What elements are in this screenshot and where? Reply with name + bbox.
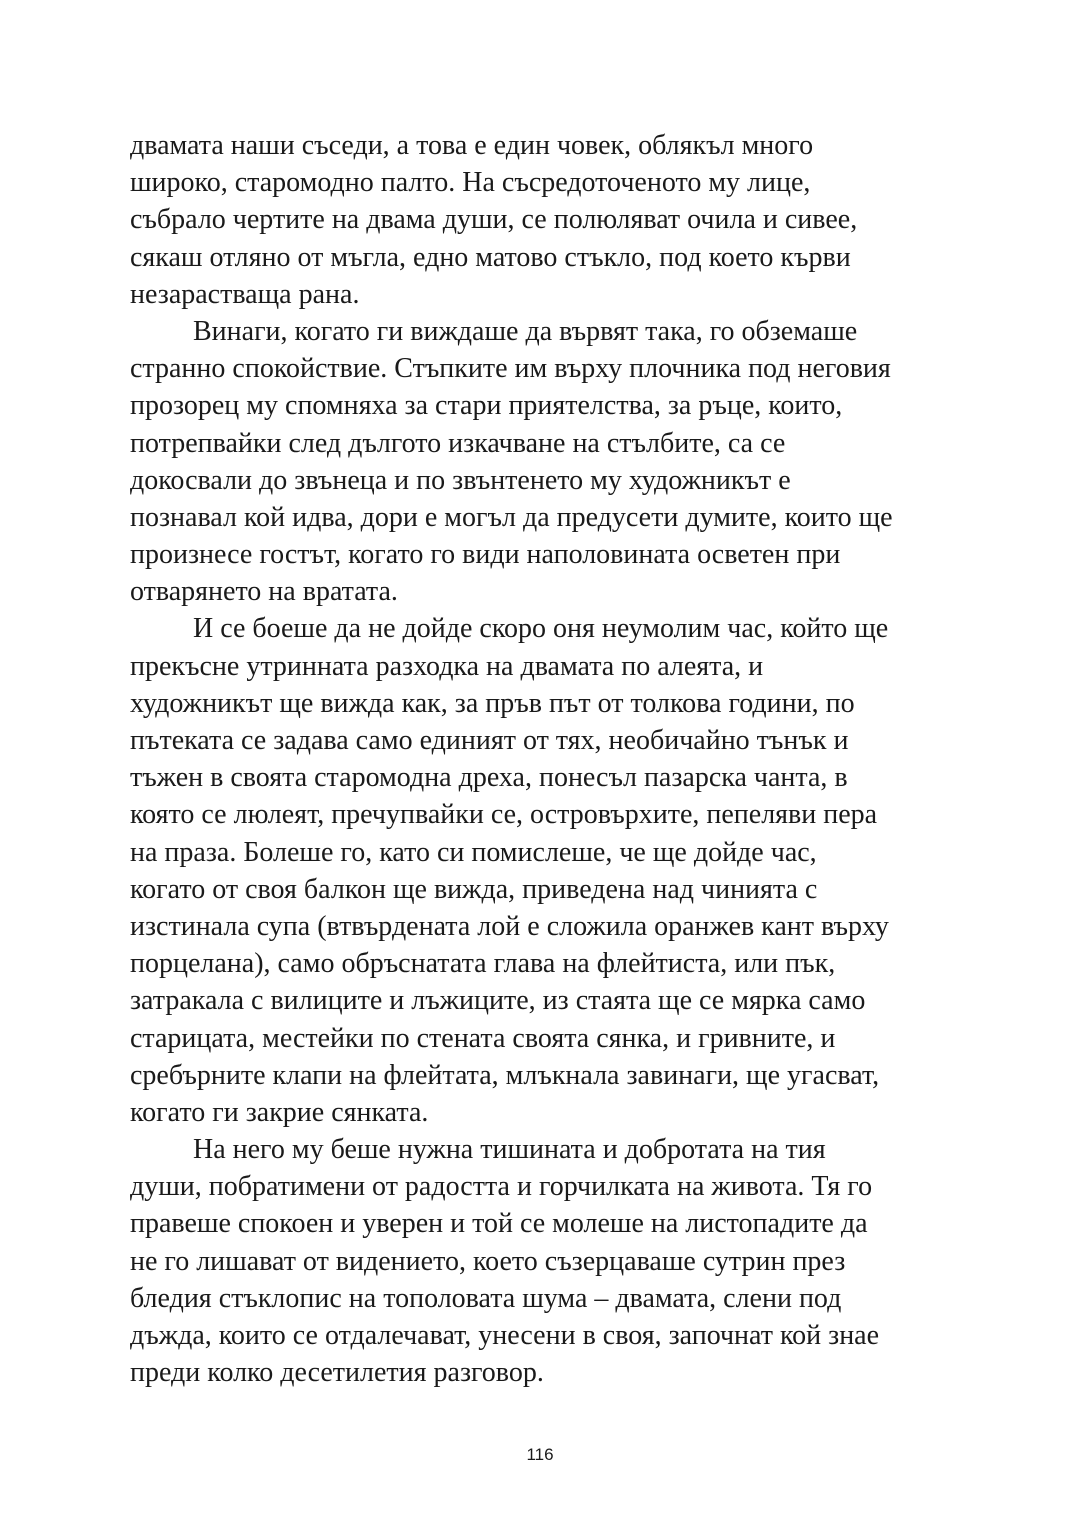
- text-line: изстинала супа (втвърдената лой е сложила оранжев кант върху: [130, 910, 889, 942]
- text-line: художникът ще вижда как, за пръв път от толкова години, по: [130, 687, 855, 719]
- text-line: На него му беше нужна тишината и добротата на тия: [193, 1134, 826, 1166]
- text-line: бледия стъклопис на тополовата шума – двамата, слени под: [130, 1282, 842, 1314]
- text-line: събрало чертите на двама души, се полюляват очила и сивее,: [130, 204, 858, 236]
- text-line: тъжен в своята старомодна дреха, понесъл пазарска чанта, в: [130, 762, 848, 794]
- text-line: когато от своя балкон ще вижда, приведена над чинията с: [130, 873, 818, 905]
- text-line: двамата наши съседи, а това е един човек, облякъл много: [130, 130, 814, 161]
- text-line: широко, старомодно палто. На съсредоточеното му лице,: [130, 167, 811, 199]
- text-line: прекъсне утринната разходка на двамата по алеята, и: [130, 650, 764, 682]
- text-line: преди колко десетилетия разговор.: [130, 1357, 544, 1389]
- text-line: потрепвайки след дългото изкачване на стълбите, са се: [130, 427, 786, 459]
- text-line: познавал кой идва, дори е могъл да предусети думите, които ще: [130, 501, 893, 533]
- text-line: сякаш отляно от мъгла, едно матово стъкло, под което кърви: [130, 241, 851, 273]
- text-line: докосвали до звънеца и по звънтенето му художникът е: [130, 464, 791, 496]
- text-line: прозорец му спомняха за стари приятелства, за ръце, които,: [130, 390, 843, 422]
- text-line: сребърните клапи на флейтата, млъкнала завинаги, ще угасват,: [130, 1059, 880, 1091]
- text-line: порцелана), само обръснатата глава на флейтиста, или пък,: [130, 948, 836, 980]
- text-line: И се боеше да не дойде скоро оня неумолим час, който ще: [193, 613, 889, 645]
- text-line: незарастваща рана.: [130, 278, 360, 310]
- text-line: дъжда, които се отдалечават, унесени в своя, започнат кой знае: [130, 1320, 880, 1351]
- text-line: отварянето на вратата.: [130, 576, 398, 608]
- text-line: души, побратимени от радостта и горчилката на живота. Тя го: [130, 1171, 873, 1203]
- text-line: пътеката се задава само единият от тях, необичайно тънък и: [130, 725, 849, 756]
- text-line: произнесе гостът, когато го види наполовината осветен при: [130, 539, 841, 571]
- text-line: не го лишават от видението, което съзерцаваше сутрин през: [130, 1245, 846, 1277]
- body-text: [130, 127, 960, 1391]
- text-line: Винаги, когато ги виждаше да вървят така, го обземаше: [193, 315, 858, 347]
- text-line: когато ги закрие сянката.: [130, 1096, 429, 1128]
- text-line: затракала с вилиците и лъжиците, из стаята ще се мярка само: [130, 985, 866, 1017]
- text-line: старицата, местейки по стената своята сянка, и гривните, и: [130, 1022, 836, 1054]
- text-line: която се люлеят, пречупвайки се, островърхите, пепеляви пера: [130, 799, 878, 831]
- page-number: 116: [526, 1445, 554, 1464]
- text-line: странно спокойствие. Стъпките им върху плочника под неговия: [130, 353, 891, 385]
- text-line: на праза. Болеше го, като си помислеше, че ще дойде час,: [130, 836, 817, 868]
- text-line: правеше спокоен и уверен и той се молеше на листопадите да: [130, 1208, 868, 1240]
